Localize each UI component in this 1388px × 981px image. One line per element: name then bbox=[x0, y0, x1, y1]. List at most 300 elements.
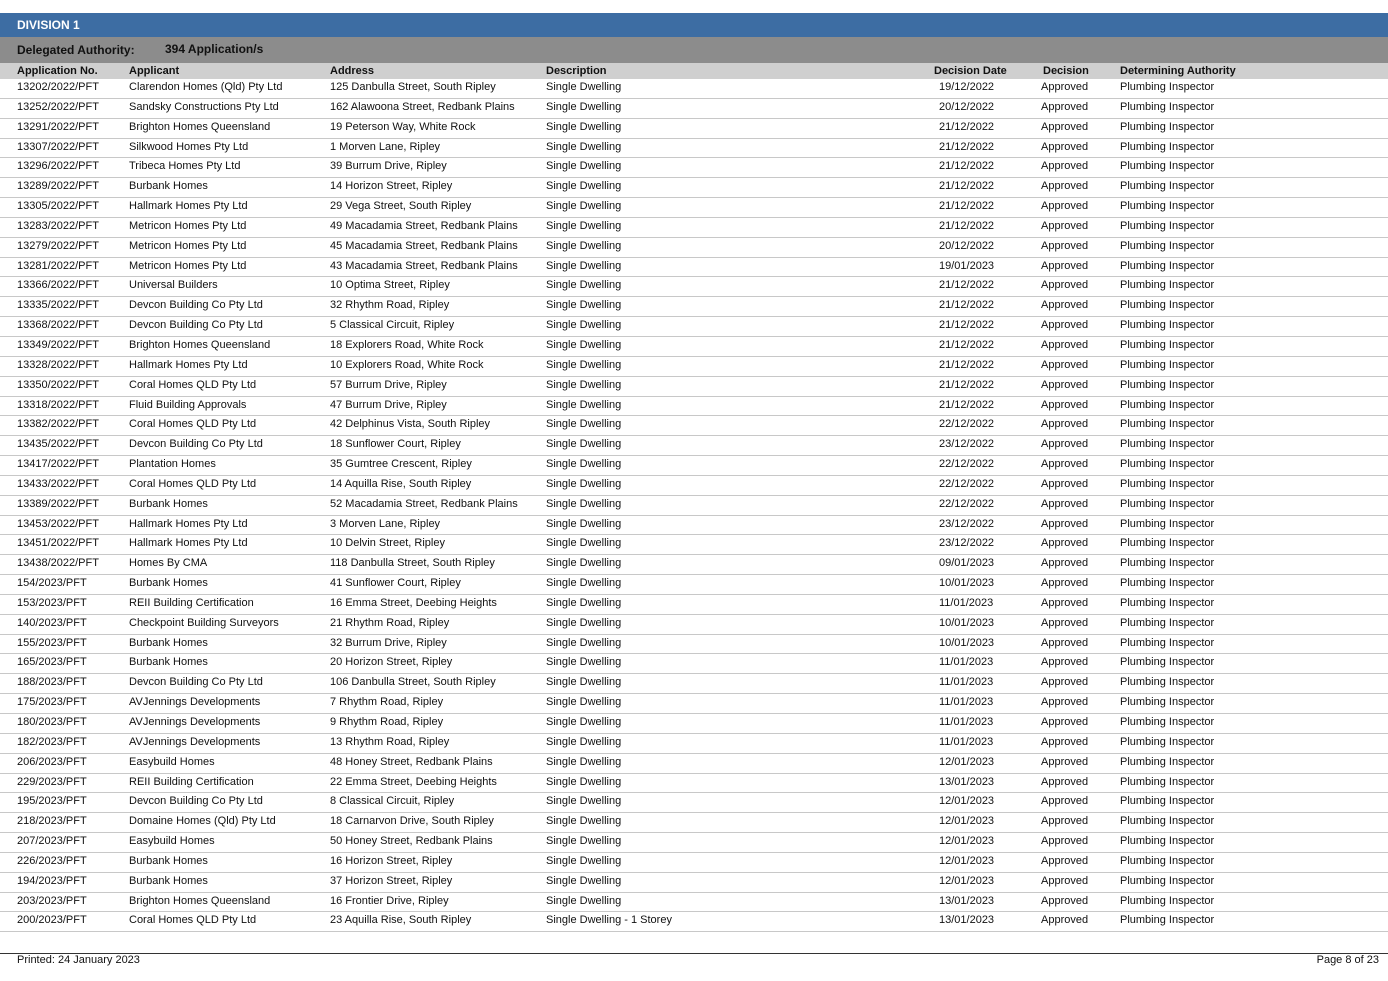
cell-decision: Approved bbox=[1041, 497, 1089, 510]
cell-address: 39 Burrum Drive, Ripley bbox=[330, 160, 447, 173]
table-row bbox=[0, 119, 1388, 139]
cell-description: Single Dwelling - 1 Storey bbox=[546, 914, 672, 927]
cell-applicant: Coral Homes QLD Pty Ltd bbox=[129, 378, 257, 391]
cell-determining-authority: Plumbing Inspector bbox=[1120, 596, 1215, 609]
cell-address: 23 Aquilla Rise, South Ripley bbox=[330, 914, 472, 927]
cell-address: 8 Classical Circuit, Ripley bbox=[330, 795, 455, 808]
table-row bbox=[0, 397, 1388, 417]
table-row bbox=[0, 337, 1388, 357]
cell-description: Single Dwelling bbox=[546, 854, 622, 867]
cell-determining-authority: Plumbing Inspector bbox=[1120, 319, 1215, 332]
cell-applicant: Burbank Homes bbox=[129, 656, 208, 669]
cell-decision-date: 11/01/2023 bbox=[939, 676, 994, 689]
cell-description: Single Dwelling bbox=[546, 596, 622, 609]
cell-applicant: Devcon Building Co Pty Ltd bbox=[129, 676, 263, 689]
cell-application-no: 206/2023/PFT bbox=[17, 755, 87, 768]
cell-address: 18 Carnarvon Drive, South Ripley bbox=[330, 815, 494, 828]
cell-application-no: 195/2023/PFT bbox=[17, 795, 87, 808]
cell-applicant: Hallmark Homes Pty Ltd bbox=[129, 537, 248, 550]
cell-applicant: REII Building Certification bbox=[129, 596, 254, 609]
cell-applicant: Metricon Homes Pty Ltd bbox=[129, 219, 247, 232]
cell-decision-date: 12/01/2023 bbox=[939, 835, 995, 848]
cell-address: 13 Rhythm Road, Ripley bbox=[330, 735, 450, 748]
cell-determining-authority: Plumbing Inspector bbox=[1120, 636, 1215, 649]
cell-determining-authority: Plumbing Inspector bbox=[1120, 775, 1215, 788]
cell-determining-authority: Plumbing Inspector bbox=[1120, 180, 1215, 193]
cell-decision: Approved bbox=[1041, 775, 1089, 788]
cell-determining-authority: Plumbing Inspector bbox=[1120, 279, 1215, 292]
cell-application-no: 165/2023/PFT bbox=[17, 656, 87, 669]
cell-determining-authority: Plumbing Inspector bbox=[1120, 517, 1215, 530]
cell-decision-date: 12/01/2023 bbox=[939, 795, 995, 808]
cell-address: 16 Horizon Street, Ripley bbox=[330, 854, 453, 867]
cell-applicant: Clarendon Homes (Qld) Pty Ltd bbox=[129, 81, 283, 93]
cell-applicant: Devcon Building Co Pty Ltd bbox=[129, 299, 263, 312]
cell-applicant: Brighton Homes Queensland bbox=[129, 120, 271, 133]
cell-application-no: 13279/2022/PFT bbox=[17, 239, 99, 252]
cell-decision-date: 11/01/2023 bbox=[939, 596, 994, 609]
cell-decision-date: 11/01/2023 bbox=[939, 656, 994, 669]
cell-decision-date: 20/12/2022 bbox=[939, 100, 995, 113]
table-row bbox=[0, 635, 1388, 655]
cell-application-no: 13451/2022/PFT bbox=[17, 537, 99, 550]
cell-determining-authority: Plumbing Inspector bbox=[1120, 755, 1215, 768]
cell-address: 125 Danbulla Street, South Ripley bbox=[330, 81, 496, 93]
cell-determining-authority: Plumbing Inspector bbox=[1120, 140, 1215, 153]
cell-decision-date: 21/12/2022 bbox=[939, 180, 995, 193]
cell-decision-date: 10/01/2023 bbox=[939, 616, 995, 629]
cell-decision: Approved bbox=[1041, 338, 1089, 351]
table-row bbox=[0, 139, 1388, 159]
cell-applicant: Plantation Homes bbox=[129, 458, 216, 471]
table-row bbox=[0, 218, 1388, 238]
cell-application-no: 200/2023/PFT bbox=[17, 914, 87, 927]
cell-applicant: Burbank Homes bbox=[129, 854, 208, 867]
cell-decision: Approved bbox=[1041, 894, 1089, 907]
cell-application-no: 188/2023/PFT bbox=[17, 676, 87, 689]
cell-decision: Approved bbox=[1041, 537, 1089, 550]
table-row bbox=[0, 793, 1388, 813]
cell-applicant: Brighton Homes Queensland bbox=[129, 338, 271, 351]
cell-determining-authority: Plumbing Inspector bbox=[1120, 537, 1215, 550]
cell-description: Single Dwelling bbox=[546, 815, 622, 828]
cell-application-no: 13291/2022/PFT bbox=[17, 120, 99, 133]
cell-determining-authority: Plumbing Inspector bbox=[1120, 299, 1215, 312]
cell-decision: Approved bbox=[1041, 259, 1089, 272]
cell-decision: Approved bbox=[1041, 874, 1089, 887]
cell-applicant: Tribeca Homes Pty Ltd bbox=[129, 160, 241, 173]
cell-description: Single Dwelling bbox=[546, 497, 622, 510]
cell-applicant: Checkpoint Building Surveyors bbox=[129, 616, 279, 629]
cell-decision: Approved bbox=[1041, 378, 1089, 391]
cell-description: Single Dwelling bbox=[546, 259, 622, 272]
cell-decision: Approved bbox=[1041, 477, 1089, 490]
cell-applicant: Easybuild Homes bbox=[129, 755, 215, 768]
cell-decision: Approved bbox=[1041, 596, 1089, 609]
cell-determining-authority: Plumbing Inspector bbox=[1120, 676, 1215, 689]
cell-address: 57 Burrum Drive, Ripley bbox=[330, 378, 447, 391]
division-header bbox=[0, 13, 1388, 37]
cell-applicant: Burbank Homes bbox=[129, 497, 208, 510]
cell-address: 14 Horizon Street, Ripley bbox=[330, 180, 453, 193]
cell-determining-authority: Plumbing Inspector bbox=[1120, 815, 1215, 828]
table-row bbox=[0, 853, 1388, 873]
table-row bbox=[0, 516, 1388, 536]
cell-address: 162 Alawoona Street, Redbank Plains bbox=[330, 100, 515, 113]
cell-applicant: Silkwood Homes Pty Ltd bbox=[129, 140, 249, 153]
cell-decision: Approved bbox=[1041, 795, 1089, 808]
cell-decision-date: 21/12/2022 bbox=[939, 398, 995, 411]
cell-address: 41 Sunflower Court, Ripley bbox=[330, 577, 461, 590]
cell-description: Single Dwelling bbox=[546, 418, 622, 431]
table-row bbox=[0, 535, 1388, 555]
cell-application-no: 229/2023/PFT bbox=[17, 775, 87, 788]
table-row bbox=[0, 178, 1388, 198]
cell-decision: Approved bbox=[1041, 398, 1089, 411]
table-row bbox=[0, 813, 1388, 833]
table-row bbox=[0, 99, 1388, 119]
cell-application-no: 175/2023/PFT bbox=[17, 696, 87, 709]
table-row bbox=[0, 496, 1388, 516]
cell-decision-date: 23/12/2022 bbox=[939, 517, 995, 530]
cell-decision-date: 12/01/2023 bbox=[939, 874, 995, 887]
table-row bbox=[0, 436, 1388, 456]
cell-decision: Approved bbox=[1041, 140, 1089, 153]
cell-address: 45 Macadamia Street, Redbank Plains bbox=[330, 239, 518, 252]
cell-application-no: 203/2023/PFT bbox=[17, 894, 87, 907]
cell-decision-date: 22/12/2022 bbox=[939, 458, 995, 471]
cell-address: 106 Danbulla Street, South Ripley bbox=[330, 676, 496, 689]
table-row bbox=[0, 198, 1388, 218]
cell-applicant: Coral Homes QLD Pty Ltd bbox=[129, 418, 257, 431]
cell-application-no: 13350/2022/PFT bbox=[17, 378, 99, 391]
table-row bbox=[0, 555, 1388, 575]
cell-decision-date: 21/12/2022 bbox=[939, 299, 995, 312]
cell-description: Single Dwelling bbox=[546, 795, 622, 808]
cell-application-no: 13389/2022/PFT bbox=[17, 497, 99, 510]
cell-determining-authority: Plumbing Inspector bbox=[1120, 835, 1215, 848]
cell-determining-authority: Plumbing Inspector bbox=[1120, 338, 1215, 351]
cell-address: 37 Horizon Street, Ripley bbox=[330, 874, 453, 887]
cell-decision: Approved bbox=[1041, 438, 1089, 451]
cell-description: Single Dwelling bbox=[546, 557, 622, 570]
cell-description: Single Dwelling bbox=[546, 81, 622, 93]
cell-applicant: Homes By CMA bbox=[129, 557, 208, 570]
cell-address: 16 Frontier Drive, Ripley bbox=[330, 894, 449, 907]
cell-address: 42 Delphinus Vista, South Ripley bbox=[330, 418, 491, 431]
cell-decision: Approved bbox=[1041, 577, 1089, 590]
cell-address: 7 Rhythm Road, Ripley bbox=[330, 696, 444, 709]
cell-decision: Approved bbox=[1041, 735, 1089, 748]
table-row bbox=[0, 595, 1388, 615]
cell-description: Single Dwelling bbox=[546, 398, 622, 411]
cell-address: 20 Horizon Street, Ripley bbox=[330, 656, 453, 669]
cell-address: 21 Rhythm Road, Ripley bbox=[330, 616, 450, 629]
table-row bbox=[0, 377, 1388, 397]
cell-applicant: Universal Builders bbox=[129, 279, 218, 292]
cell-decision-date: 19/01/2023 bbox=[939, 259, 995, 272]
cell-address: 14 Aquilla Rise, South Ripley bbox=[330, 477, 472, 490]
cell-determining-authority: Plumbing Inspector bbox=[1120, 557, 1215, 570]
table-row bbox=[0, 674, 1388, 694]
cell-decision: Approved bbox=[1041, 200, 1089, 213]
cell-description: Single Dwelling bbox=[546, 200, 622, 213]
cell-address: 35 Gumtree Crescent, Ripley bbox=[330, 458, 472, 471]
cell-application-no: 13453/2022/PFT bbox=[17, 517, 99, 530]
application-count: 394 Application/s bbox=[165, 42, 264, 56]
cell-determining-authority: Plumbing Inspector bbox=[1120, 160, 1215, 173]
cell-applicant: Brighton Homes Queensland bbox=[129, 894, 271, 907]
cell-application-no: 13368/2022/PFT bbox=[17, 319, 99, 332]
page-number: Page 8 of 23 bbox=[1316, 954, 1379, 966]
cell-determining-authority: Plumbing Inspector bbox=[1120, 200, 1215, 213]
cell-decision: Approved bbox=[1041, 418, 1089, 431]
cell-description: Single Dwelling bbox=[546, 755, 622, 768]
table-row bbox=[0, 734, 1388, 754]
cell-applicant: Hallmark Homes Pty Ltd bbox=[129, 517, 248, 530]
cell-decision-date: 13/01/2023 bbox=[939, 775, 995, 788]
cell-determining-authority: Plumbing Inspector bbox=[1120, 854, 1215, 867]
cell-determining-authority: Plumbing Inspector bbox=[1120, 874, 1215, 887]
cell-determining-authority: Plumbing Inspector bbox=[1120, 458, 1215, 471]
cell-description: Single Dwelling bbox=[546, 477, 622, 490]
cell-determining-authority: Plumbing Inspector bbox=[1120, 398, 1215, 411]
cell-applicant: Sandsky Constructions Pty Ltd bbox=[129, 100, 279, 113]
cell-address: 10 Delvin Street, Ripley bbox=[330, 537, 445, 550]
division-title: DIVISION 1 bbox=[17, 18, 80, 32]
cell-application-no: 180/2023/PFT bbox=[17, 716, 87, 728]
cell-description: Single Dwelling bbox=[546, 378, 622, 391]
cell-decision-date: 23/12/2022 bbox=[939, 537, 995, 550]
cell-decision: Approved bbox=[1041, 656, 1089, 669]
cell-applicant: AVJennings Developments bbox=[129, 696, 261, 709]
table-header bbox=[0, 63, 1388, 79]
table-row bbox=[0, 238, 1388, 258]
cell-address: 16 Emma Street, Deebing Heights bbox=[330, 596, 497, 609]
cell-decision-date: 21/12/2022 bbox=[939, 140, 995, 153]
cell-description: Single Dwelling bbox=[546, 458, 622, 471]
cell-application-no: 154/2023/PFT bbox=[17, 577, 87, 590]
cell-address: 49 Macadamia Street, Redbank Plains bbox=[330, 219, 518, 232]
cell-decision: Approved bbox=[1041, 696, 1089, 709]
table-row bbox=[0, 258, 1388, 278]
cell-applicant: REII Building Certification bbox=[129, 775, 254, 788]
table-row bbox=[0, 575, 1388, 595]
column-header-application-no: Application No. bbox=[17, 65, 98, 77]
cell-application-no: 13202/2022/PFT bbox=[17, 81, 99, 93]
cell-address: 10 Optima Street, Ripley bbox=[330, 279, 450, 292]
cell-description: Single Dwelling bbox=[546, 894, 622, 907]
cell-applicant: Coral Homes QLD Pty Ltd bbox=[129, 914, 257, 927]
footer-divider bbox=[0, 953, 1388, 954]
cell-decision: Approved bbox=[1041, 835, 1089, 848]
cell-determining-authority: Plumbing Inspector bbox=[1120, 656, 1215, 669]
cell-application-no: 13366/2022/PFT bbox=[17, 279, 99, 292]
cell-description: Single Dwelling bbox=[546, 577, 622, 590]
cell-determining-authority: Plumbing Inspector bbox=[1120, 219, 1215, 232]
cell-determining-authority: Plumbing Inspector bbox=[1120, 914, 1215, 927]
cell-description: Single Dwelling bbox=[546, 438, 622, 451]
cell-determining-authority: Plumbing Inspector bbox=[1120, 120, 1215, 133]
table-row bbox=[0, 79, 1388, 99]
cell-application-no: 13433/2022/PFT bbox=[17, 477, 99, 490]
table-row bbox=[0, 833, 1388, 853]
cell-application-no: 13382/2022/PFT bbox=[17, 418, 99, 431]
cell-application-no: 13296/2022/PFT bbox=[17, 160, 99, 173]
cell-decision: Approved bbox=[1041, 319, 1089, 332]
cell-decision: Approved bbox=[1041, 180, 1089, 193]
cell-decision: Approved bbox=[1041, 219, 1089, 232]
cell-description: Single Dwelling bbox=[546, 676, 622, 689]
cell-address: 43 Macadamia Street, Redbank Plains bbox=[330, 259, 518, 272]
cell-decision-date: 21/12/2022 bbox=[939, 319, 995, 332]
cell-determining-authority: Plumbing Inspector bbox=[1120, 577, 1215, 590]
cell-decision-date: 11/01/2023 bbox=[939, 735, 994, 748]
cell-description: Single Dwelling bbox=[546, 696, 622, 709]
cell-decision: Approved bbox=[1041, 815, 1089, 828]
cell-application-no: 13281/2022/PFT bbox=[17, 259, 99, 272]
table-row bbox=[0, 416, 1388, 436]
cell-decision: Approved bbox=[1041, 160, 1089, 173]
cell-application-no: 13328/2022/PFT bbox=[17, 358, 99, 371]
cell-determining-authority: Plumbing Inspector bbox=[1120, 100, 1215, 113]
cell-decision-date: 11/01/2023 bbox=[939, 716, 994, 728]
cell-determining-authority: Plumbing Inspector bbox=[1120, 477, 1215, 490]
cell-application-no: 13335/2022/PFT bbox=[17, 299, 99, 312]
cell-determining-authority: Plumbing Inspector bbox=[1120, 418, 1215, 431]
cell-applicant: Burbank Homes bbox=[129, 577, 208, 590]
cell-description: Single Dwelling bbox=[546, 537, 622, 550]
cell-address: 10 Explorers Road, White Rock bbox=[330, 358, 484, 371]
cell-applicant: Burbank Homes bbox=[129, 180, 208, 193]
cell-determining-authority: Plumbing Inspector bbox=[1120, 696, 1215, 709]
table-row bbox=[0, 754, 1388, 774]
cell-description: Single Dwelling bbox=[546, 338, 622, 351]
cell-determining-authority: Plumbing Inspector bbox=[1120, 616, 1215, 629]
cell-application-no: 13289/2022/PFT bbox=[17, 180, 99, 193]
table-row bbox=[0, 714, 1388, 734]
table-row bbox=[0, 893, 1388, 913]
cell-decision-date: 23/12/2022 bbox=[939, 438, 995, 451]
cell-decision-date: 13/01/2023 bbox=[939, 894, 995, 907]
cell-application-no: 226/2023/PFT bbox=[17, 854, 87, 867]
cell-decision: Approved bbox=[1041, 557, 1089, 570]
table-row bbox=[0, 277, 1388, 297]
cell-application-no: 182/2023/PFT bbox=[17, 735, 87, 748]
cell-decision: Approved bbox=[1041, 914, 1089, 927]
cell-address: 3 Morven Lane, Ripley bbox=[330, 517, 441, 530]
delegated-authority-label: Delegated Authority: bbox=[17, 43, 135, 57]
cell-decision-date: 22/12/2022 bbox=[939, 497, 995, 510]
cell-description: Single Dwelling bbox=[546, 735, 622, 748]
cell-description: Single Dwelling bbox=[546, 279, 622, 292]
cell-address: 32 Rhythm Road, Ripley bbox=[330, 299, 450, 312]
cell-address: 29 Vega Street, South Ripley bbox=[330, 200, 472, 213]
table-row bbox=[0, 158, 1388, 178]
cell-description: Single Dwelling bbox=[546, 517, 622, 530]
cell-application-no: 218/2023/PFT bbox=[17, 815, 87, 828]
cell-description: Single Dwelling bbox=[546, 656, 622, 669]
cell-description: Single Dwelling bbox=[546, 219, 622, 232]
cell-address: 1 Morven Lane, Ripley bbox=[330, 140, 441, 153]
cell-application-no: 13307/2022/PFT bbox=[17, 140, 99, 153]
cell-address: 18 Explorers Road, White Rock bbox=[330, 338, 484, 351]
cell-address: 48 Honey Street, Redbank Plains bbox=[330, 755, 493, 768]
table-row bbox=[0, 476, 1388, 496]
cell-decision-date: 19/12/2022 bbox=[939, 81, 995, 93]
cell-decision: Approved bbox=[1041, 279, 1089, 292]
table-row bbox=[0, 912, 1388, 932]
cell-decision-date: 21/12/2022 bbox=[939, 378, 995, 391]
cell-description: Single Dwelling bbox=[546, 239, 622, 252]
cell-decision: Approved bbox=[1041, 636, 1089, 649]
column-header-decision-date: Decision Date bbox=[934, 65, 1007, 77]
column-header-decision: Decision bbox=[1043, 65, 1089, 77]
cell-determining-authority: Plumbing Inspector bbox=[1120, 497, 1215, 510]
cell-description: Single Dwelling bbox=[546, 319, 622, 332]
cell-applicant: Metricon Homes Pty Ltd bbox=[129, 239, 247, 252]
table-row bbox=[0, 317, 1388, 337]
cell-decision-date: 21/12/2022 bbox=[939, 120, 995, 133]
cell-description: Single Dwelling bbox=[546, 299, 622, 312]
cell-application-no: 13283/2022/PFT bbox=[17, 219, 99, 232]
cell-determining-authority: Plumbing Inspector bbox=[1120, 81, 1215, 93]
cell-decision-date: 12/01/2023 bbox=[939, 815, 995, 828]
cell-application-no: 13438/2022/PFT bbox=[17, 557, 99, 570]
table-row bbox=[0, 615, 1388, 635]
cell-decision-date: 10/01/2023 bbox=[939, 577, 995, 590]
cell-description: Single Dwelling bbox=[546, 180, 622, 193]
cell-determining-authority: Plumbing Inspector bbox=[1120, 438, 1215, 451]
cell-decision-date: 10/01/2023 bbox=[939, 636, 995, 649]
cell-decision-date: 09/01/2023 bbox=[939, 557, 995, 570]
cell-description: Single Dwelling bbox=[546, 120, 622, 133]
cell-determining-authority: Plumbing Inspector bbox=[1120, 735, 1215, 748]
cell-decision: Approved bbox=[1041, 100, 1089, 113]
cell-determining-authority: Plumbing Inspector bbox=[1120, 795, 1215, 808]
cell-description: Single Dwelling bbox=[546, 100, 622, 113]
cell-applicant: Easybuild Homes bbox=[129, 835, 215, 848]
cell-decision: Approved bbox=[1041, 299, 1089, 312]
cell-applicant: AVJennings Developments bbox=[129, 716, 261, 728]
cell-determining-authority: Plumbing Inspector bbox=[1120, 716, 1215, 728]
cell-applicant: Metricon Homes Pty Ltd bbox=[129, 259, 247, 272]
cell-determining-authority: Plumbing Inspector bbox=[1120, 894, 1215, 907]
printed-date: Printed: 24 January 2023 bbox=[17, 954, 140, 966]
cell-decision: Approved bbox=[1041, 358, 1089, 371]
cell-description: Single Dwelling bbox=[546, 835, 622, 848]
cell-address: 9 Rhythm Road, Ripley bbox=[330, 716, 444, 728]
delegated-authority-bar bbox=[0, 37, 1388, 63]
cell-decision: Approved bbox=[1041, 120, 1089, 133]
table-row bbox=[0, 774, 1388, 794]
cell-decision-date: 11/01/2023 bbox=[939, 696, 994, 709]
cell-address: 18 Sunflower Court, Ripley bbox=[330, 438, 461, 451]
cell-description: Single Dwelling bbox=[546, 140, 622, 153]
cell-description: Single Dwelling bbox=[546, 616, 622, 629]
cell-application-no: 194/2023/PFT bbox=[17, 874, 87, 887]
cell-decision: Approved bbox=[1041, 854, 1089, 867]
cell-address: 32 Burrum Drive, Ripley bbox=[330, 636, 447, 649]
cell-decision: Approved bbox=[1041, 716, 1089, 728]
table-row bbox=[0, 357, 1388, 377]
column-header-applicant: Applicant bbox=[129, 65, 180, 77]
cell-application-no: 13349/2022/PFT bbox=[17, 338, 99, 351]
cell-decision-date: 22/12/2022 bbox=[939, 418, 995, 431]
cell-applicant: AVJennings Developments bbox=[129, 735, 261, 748]
cell-decision: Approved bbox=[1041, 755, 1089, 768]
cell-description: Single Dwelling bbox=[546, 358, 622, 371]
